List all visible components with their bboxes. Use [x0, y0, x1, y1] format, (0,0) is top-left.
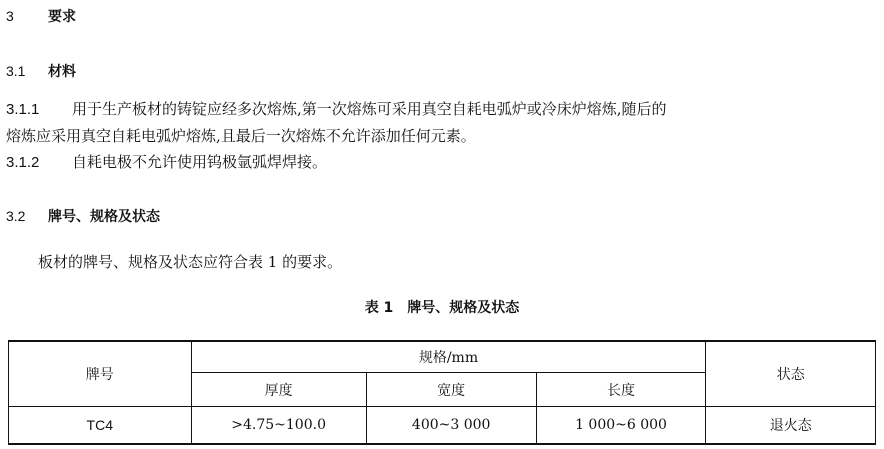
- clause-3-1-2: [6, 152, 327, 173]
- header-state: 状态: [706, 341, 876, 407]
- clause-3-1-1-text-line1: 用于生产板材的铸锭应经多次熔炼,第一次熔炼可采用真空自耗电弧炉或冷床炉熔炼,随后的: [72, 100, 667, 118]
- clause-3-1-1-line1: [6, 99, 667, 120]
- section-3-1-heading: [6, 61, 76, 82]
- cell-width: 400~3 000: [366, 407, 536, 445]
- header-thickness: 厚度: [191, 373, 366, 407]
- section-3-2-heading: [6, 206, 160, 227]
- section-3-2-number: 3.2: [6, 208, 26, 224]
- cell-length: 1 000~6 000: [536, 407, 706, 445]
- table-row: [9, 407, 876, 445]
- header-spec: 规格/mm: [191, 341, 706, 373]
- clause-3-1-1-number: 3.1.1: [6, 101, 40, 118]
- clause-3-1-2-text: 自耗电极不允许使用钨极氩弧焊焊接。: [72, 153, 328, 171]
- section-3-title: 要求: [48, 9, 76, 25]
- section-3-heading: [6, 6, 76, 27]
- header-length: 长度: [536, 373, 706, 407]
- clause-3-1-1-line2: 熔炼应采用真空自耗电弧炉熔炼,且最后一次熔炼不允许添加任何元素。: [6, 127, 476, 145]
- section-3-1-title: 材料: [48, 64, 76, 80]
- cell-grade: TC4: [9, 407, 192, 445]
- section-3-2-paragraph: 板材的牌号、规格及状态应符合表 1 的要求。: [38, 253, 343, 271]
- cell-state: 退火态: [706, 407, 876, 445]
- table-header-row: [9, 341, 876, 373]
- section-3-number: 3: [6, 8, 14, 24]
- header-width: 宽度: [366, 373, 536, 407]
- clause-3-1-2-number: 3.1.2: [6, 154, 40, 171]
- table-caption-title: 牌号、规格及状态: [407, 300, 520, 316]
- table-caption: [0, 297, 884, 317]
- section-3-2-title: 牌号、规格及状态: [48, 209, 160, 225]
- table-caption-number: 表 1: [364, 300, 394, 316]
- cell-thickness: >4.75~100.0: [191, 407, 366, 445]
- header-grade: 牌号: [9, 341, 192, 407]
- spec-table: [8, 340, 876, 445]
- section-3-1-number: 3.1: [6, 63, 26, 79]
